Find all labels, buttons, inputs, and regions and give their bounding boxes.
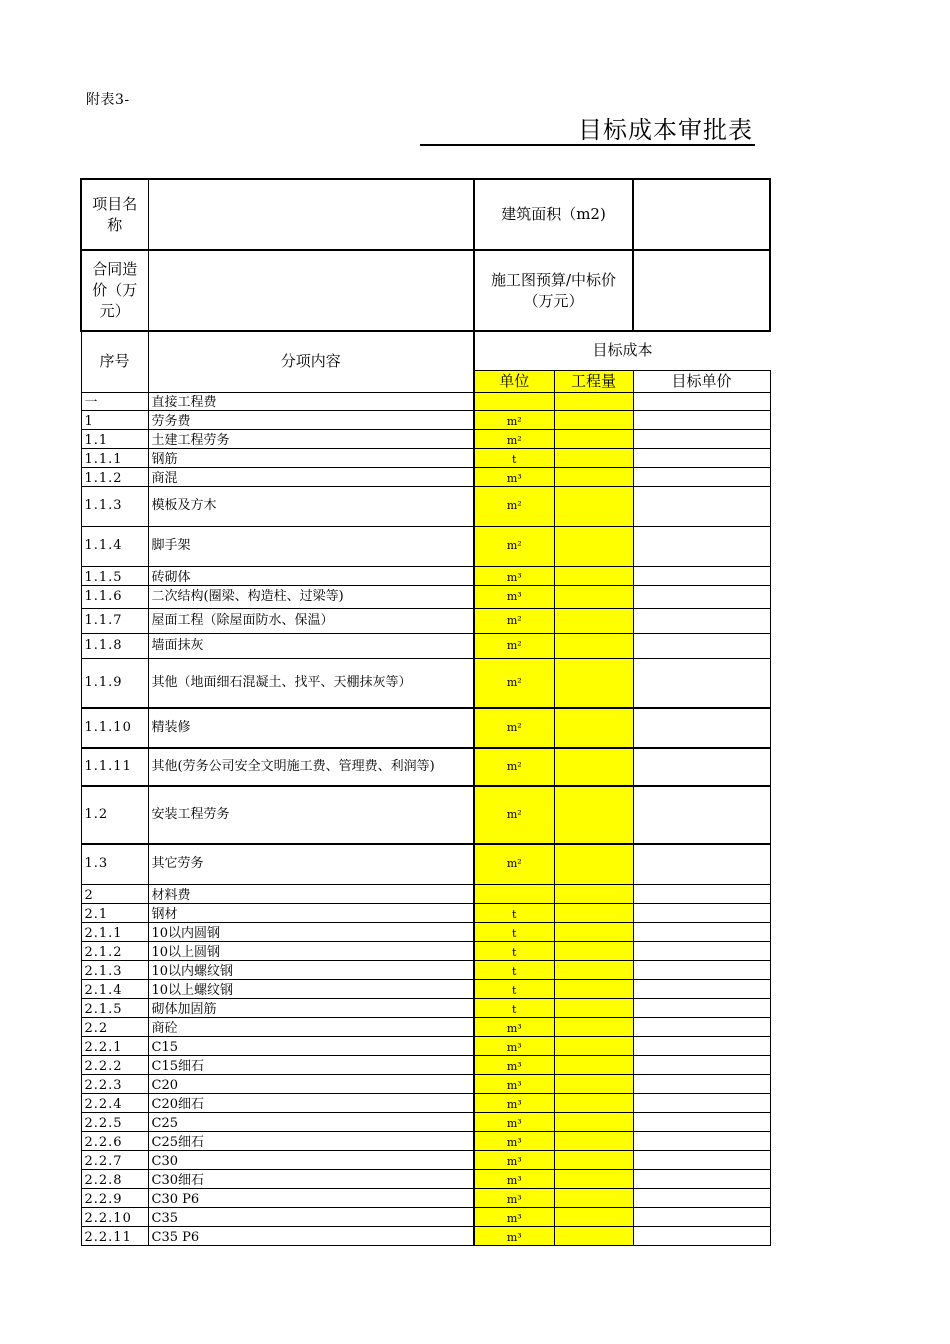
row-unit-price[interactable] [633, 658, 770, 708]
row-quantity[interactable] [554, 1036, 633, 1055]
row-unit-price[interactable] [633, 1112, 770, 1131]
row-unit: t [474, 922, 554, 941]
row-unit-price[interactable] [633, 392, 770, 410]
row-item: C25细石 [148, 1131, 474, 1150]
row-unit-price[interactable] [633, 608, 770, 633]
table-row [81, 392, 770, 410]
row-quantity[interactable] [554, 1017, 633, 1036]
row-item: 屋面工程（除屋面防水、保温） [148, 608, 474, 633]
row-unit: m² [474, 786, 554, 844]
building-area-cell[interactable] [633, 179, 770, 250]
row-unit-price[interactable] [633, 410, 770, 429]
row-item: C25 [148, 1112, 474, 1131]
row-unit-price[interactable] [633, 903, 770, 922]
row-unit: m³ [474, 1150, 554, 1169]
row-quantity[interactable] [554, 922, 633, 941]
project-name-label: 项目名称 [81, 179, 148, 250]
table-row [81, 1188, 770, 1207]
row-seq: 2.2.10 [81, 1207, 148, 1226]
row-quantity[interactable] [554, 1074, 633, 1093]
row-unit [474, 392, 554, 410]
table-row [81, 658, 770, 708]
row-quantity[interactable] [554, 708, 633, 748]
row-item: C15 [148, 1036, 474, 1055]
table-row [81, 903, 770, 922]
table-row [81, 1169, 770, 1188]
row-unit: m² [474, 658, 554, 708]
row-quantity[interactable] [554, 998, 633, 1017]
row-unit: t [474, 941, 554, 960]
table-row [81, 1074, 770, 1093]
row-quantity[interactable] [554, 633, 633, 658]
row-item: C20 [148, 1074, 474, 1093]
row-unit-price[interactable] [633, 922, 770, 941]
row-unit: m³ [474, 1226, 554, 1245]
row-unit: m² [474, 429, 554, 448]
row-item: 商混 [148, 467, 474, 486]
row-quantity[interactable] [554, 1188, 633, 1207]
row-seq: 2.1.2 [81, 941, 148, 960]
approval-table [80, 178, 771, 1246]
row-item: 精装修 [148, 708, 474, 748]
row-unit-price[interactable] [633, 1150, 770, 1169]
row-unit: m³ [474, 467, 554, 486]
row-quantity[interactable] [554, 1150, 633, 1169]
budget-cell[interactable] [633, 250, 770, 331]
table-row [81, 467, 770, 486]
row-quantity[interactable] [554, 1112, 633, 1131]
row-quantity[interactable] [554, 1093, 633, 1112]
row-unit-price[interactable] [633, 633, 770, 658]
row-item: 脚手架 [148, 526, 474, 566]
row-seq: 1.1 [81, 429, 148, 448]
table-row [81, 1017, 770, 1036]
table-row [81, 1131, 770, 1150]
row-unit-price[interactable] [633, 585, 770, 608]
row-seq: 1.1.8 [81, 633, 148, 658]
row-quantity[interactable] [554, 1226, 633, 1245]
row-seq: 2.2.8 [81, 1169, 148, 1188]
table-row [81, 526, 770, 566]
contract-price-label: 合同造价（万元） [81, 250, 148, 331]
row-unit-price[interactable] [633, 1074, 770, 1093]
row-quantity[interactable] [554, 658, 633, 708]
table-row [81, 1112, 770, 1131]
row-item: 10以内螺纹钢 [148, 960, 474, 979]
row-seq: 一 [81, 392, 148, 410]
row-unit-price[interactable] [633, 786, 770, 844]
table-row [81, 941, 770, 960]
row-unit [474, 884, 554, 903]
row-unit-price[interactable] [633, 486, 770, 526]
row-seq: 1.1.11 [81, 748, 148, 786]
row-unit: m³ [474, 1131, 554, 1150]
table-row [81, 1036, 770, 1055]
table-row [81, 708, 770, 748]
table-row [81, 566, 770, 585]
row-unit-price[interactable] [633, 998, 770, 1017]
row-item: C35 P6 [148, 1226, 474, 1245]
row-quantity[interactable] [554, 1055, 633, 1074]
row-unit-price[interactable] [633, 1207, 770, 1226]
row-seq: 2.2 [81, 1017, 148, 1036]
row-unit: t [474, 448, 554, 467]
contract-price-cell[interactable] [148, 250, 474, 331]
row-quantity[interactable] [554, 844, 633, 884]
row-item: C35 [148, 1207, 474, 1226]
row-item: 10以上圆钢 [148, 941, 474, 960]
row-seq: 1.1.6 [81, 585, 148, 608]
row-unit-price[interactable] [633, 1036, 770, 1055]
table-row [81, 844, 770, 884]
row-unit: m³ [474, 1017, 554, 1036]
table-row [81, 608, 770, 633]
row-seq: 1.1.9 [81, 658, 148, 708]
row-quantity[interactable] [554, 748, 633, 786]
row-unit-price[interactable] [633, 844, 770, 884]
row-item: 其他（地面细石混凝土、找平、天棚抹灰等） [148, 658, 474, 708]
row-seq: 2.2.1 [81, 1036, 148, 1055]
row-unit-price[interactable] [633, 1055, 770, 1074]
table-row [81, 748, 770, 786]
row-unit: m³ [474, 566, 554, 585]
table-row [81, 960, 770, 979]
row-unit-price[interactable] [633, 526, 770, 566]
row-unit: m³ [474, 1169, 554, 1188]
table-row [81, 979, 770, 998]
seq-header: 序号 [81, 331, 148, 392]
unit-price-header: 目标单价 [633, 370, 770, 392]
row-unit: t [474, 903, 554, 922]
row-unit-price[interactable] [633, 448, 770, 467]
row-unit-price[interactable] [633, 1188, 770, 1207]
row-seq: 1.1.2 [81, 467, 148, 486]
row-unit: m² [474, 608, 554, 633]
table-row [81, 633, 770, 658]
row-item: 商砼 [148, 1017, 474, 1036]
row-item: 其它劳务 [148, 844, 474, 884]
row-unit: t [474, 998, 554, 1017]
table-row [81, 1150, 770, 1169]
row-item: C30细石 [148, 1169, 474, 1188]
table-row [81, 998, 770, 1017]
row-quantity[interactable] [554, 786, 633, 844]
row-item: 钢材 [148, 903, 474, 922]
row-item: 土建工程劳务 [148, 429, 474, 448]
row-seq: 2 [81, 884, 148, 903]
table-row [81, 448, 770, 467]
building-area-label: 建筑面积（m2) [474, 179, 633, 250]
row-unit: m³ [474, 1093, 554, 1112]
row-seq: 1.2 [81, 786, 148, 844]
row-quantity[interactable] [554, 979, 633, 998]
row-quantity[interactable] [554, 526, 633, 566]
row-seq: 1.1.1 [81, 448, 148, 467]
table-row [81, 410, 770, 429]
row-unit-price[interactable] [633, 884, 770, 903]
row-quantity[interactable] [554, 429, 633, 448]
row-quantity[interactable] [554, 410, 633, 429]
row-unit: t [474, 960, 554, 979]
quantity-header: 工程量 [554, 370, 633, 392]
row-seq: 1.3 [81, 844, 148, 884]
row-unit: m³ [474, 1188, 554, 1207]
row-unit-price[interactable] [633, 1093, 770, 1112]
row-quantity[interactable] [554, 1131, 633, 1150]
row-unit-price[interactable] [633, 960, 770, 979]
table-row [81, 786, 770, 844]
row-unit: m² [474, 633, 554, 658]
row-item: 其他(劳务公司安全文明施工费、管理费、利润等) [148, 748, 474, 786]
row-item: 墙面抹灰 [148, 633, 474, 658]
row-unit: m² [474, 748, 554, 786]
table-row [81, 1207, 770, 1226]
row-unit: m³ [474, 1112, 554, 1131]
table-row [81, 884, 770, 903]
row-quantity[interactable] [554, 960, 633, 979]
row-seq: 2.1.1 [81, 922, 148, 941]
row-quantity[interactable] [554, 467, 633, 486]
row-quantity[interactable] [554, 884, 633, 903]
table-row [81, 1226, 770, 1245]
content-header: 分项内容 [148, 331, 474, 392]
row-unit: m³ [474, 1055, 554, 1074]
row-item: 10以上螺纹钢 [148, 979, 474, 998]
row-unit-price[interactable] [633, 941, 770, 960]
row-quantity[interactable] [554, 566, 633, 585]
row-seq: 2.2.4 [81, 1093, 148, 1112]
row-item: C20细石 [148, 1093, 474, 1112]
row-seq: 2.2.5 [81, 1112, 148, 1131]
row-item: C30 P6 [148, 1188, 474, 1207]
row-unit: m² [474, 410, 554, 429]
row-seq: 2.2.3 [81, 1074, 148, 1093]
row-quantity[interactable] [554, 903, 633, 922]
row-unit: m² [474, 844, 554, 884]
budget-label: 施工图预算/中标价（万元） [474, 250, 633, 331]
row-unit: m² [474, 708, 554, 748]
table-row [81, 429, 770, 448]
row-quantity[interactable] [554, 1207, 633, 1226]
row-seq: 1.1.5 [81, 566, 148, 585]
row-unit-price[interactable] [633, 429, 770, 448]
page-title: 目标成本审批表 [578, 116, 753, 144]
row-quantity[interactable] [554, 448, 633, 467]
row-unit: m³ [474, 585, 554, 608]
row-seq: 1.1.10 [81, 708, 148, 748]
row-unit-price[interactable] [633, 979, 770, 998]
row-unit-price[interactable] [633, 748, 770, 786]
table-row [81, 922, 770, 941]
row-seq: 1.1.4 [81, 526, 148, 566]
row-unit: m³ [474, 1207, 554, 1226]
table-row [81, 1093, 770, 1112]
row-item: 钢筋 [148, 448, 474, 467]
attachment-label: 附表3- [86, 92, 130, 108]
row-unit: t [474, 979, 554, 998]
row-seq: 2.2.11 [81, 1226, 148, 1245]
row-unit: m² [474, 526, 554, 566]
row-seq: 2.2.6 [81, 1131, 148, 1150]
row-quantity[interactable] [554, 941, 633, 960]
row-seq: 2.2.9 [81, 1188, 148, 1207]
row-item: 砌体加固筋 [148, 998, 474, 1017]
row-item: C30 [148, 1150, 474, 1169]
row-seq: 2.1.4 [81, 979, 148, 998]
title-underline [420, 144, 755, 146]
row-quantity[interactable] [554, 392, 633, 410]
row-seq: 2.1.5 [81, 998, 148, 1017]
row-quantity[interactable] [554, 1169, 633, 1188]
table-row [81, 585, 770, 608]
row-unit-price[interactable] [633, 467, 770, 486]
row-unit-price[interactable] [633, 1017, 770, 1036]
row-item: 砖砌体 [148, 566, 474, 585]
row-item: 材料费 [148, 884, 474, 903]
row-unit-price[interactable] [633, 1226, 770, 1245]
row-seq: 2.1.3 [81, 960, 148, 979]
row-item: 模板及方木 [148, 486, 474, 526]
row-seq: 1.1.7 [81, 608, 148, 633]
row-item: 劳务费 [148, 410, 474, 429]
row-item: 直接工程费 [148, 392, 474, 410]
row-unit: m³ [474, 1036, 554, 1055]
row-item: 二次结构(圈梁、构造柱、过梁等) [148, 585, 474, 608]
row-item: 10以内圆钢 [148, 922, 474, 941]
row-unit: m² [474, 486, 554, 526]
row-unit-price[interactable] [633, 1131, 770, 1150]
row-seq: 1 [81, 410, 148, 429]
row-unit-price[interactable] [633, 708, 770, 748]
row-item: 安装工程劳务 [148, 786, 474, 844]
row-seq: 2.2.7 [81, 1150, 148, 1169]
row-item: C15细石 [148, 1055, 474, 1074]
row-unit: m³ [474, 1074, 554, 1093]
project-name-cell[interactable] [148, 179, 474, 250]
target-cost-header: 目标成本 [474, 331, 770, 370]
row-unit-price[interactable] [633, 1169, 770, 1188]
row-unit-price[interactable] [633, 566, 770, 585]
unit-header: 单位 [474, 370, 554, 392]
row-seq: 1.1.3 [81, 486, 148, 526]
row-seq: 2.2.2 [81, 1055, 148, 1074]
table-row [81, 1055, 770, 1074]
table-row [81, 486, 770, 526]
row-seq: 2.1 [81, 903, 148, 922]
row-quantity[interactable] [554, 486, 633, 526]
row-quantity[interactable] [554, 608, 633, 633]
row-quantity[interactable] [554, 585, 633, 608]
